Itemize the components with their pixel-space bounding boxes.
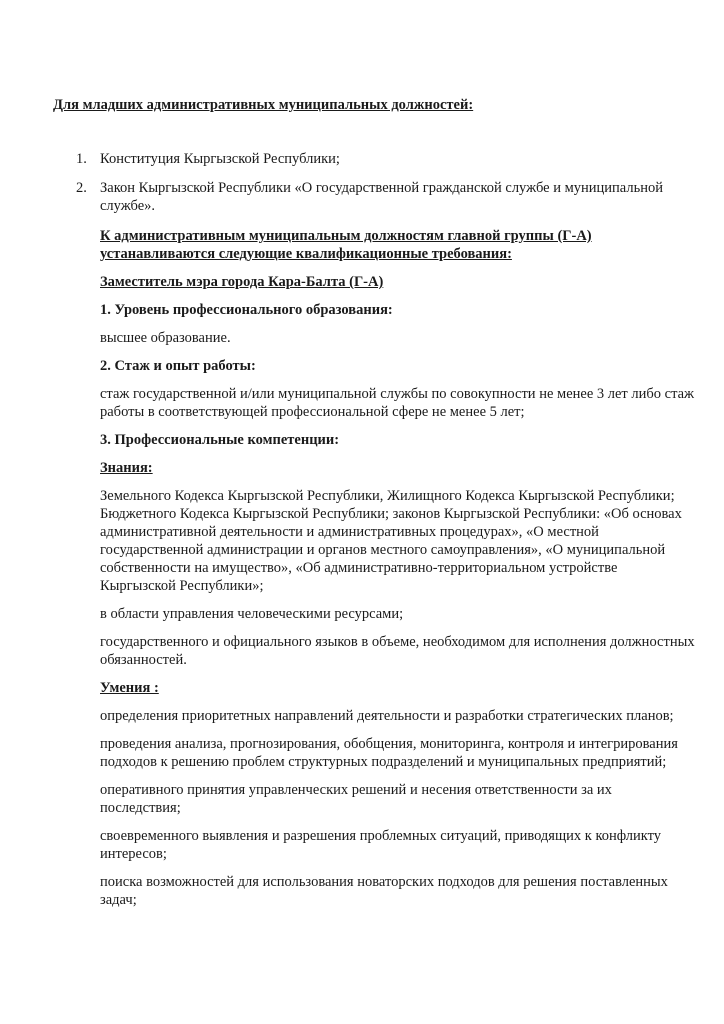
list-item-number: 1. — [76, 151, 87, 167]
list-item — [76, 179, 696, 215]
skill-item: поиска возможностей для использования новаторских подходов для решения поставленных задач; — [100, 874, 668, 908]
experience-text: стаж государственной и/или муниципальной службы по совокупности не менее 3 лет либо стаж работы в соответствующей профессиональной сфере не менее 5 лет; — [100, 386, 695, 420]
knowledge-item: в области управления человеческими ресурсами; — [100, 606, 404, 622]
skill-item: проведения анализа, прогнозирования, обобщения, мониторинга, контроля и интегрирования подходов к решению проблем структурных подразделений и муниципальных предприятий; — [100, 736, 678, 770]
education-heading: 1. Уровень профессионального образования: — [100, 302, 393, 318]
position-title: Заместитель мэра города Кара-Балта (Г-А) — [100, 274, 384, 290]
education-text: высшее образование. — [100, 330, 231, 346]
junior-positions-heading: Для младших административных муниципальных должностей: — [53, 97, 474, 113]
competencies-heading: 3. Профессиональные компетенции: — [100, 432, 340, 448]
legal-list — [76, 150, 696, 226]
skill-item: определения приоритетных направлений деятельности и разработки стратегических планов; — [100, 708, 674, 724]
knowledge-heading: Знания: — [100, 460, 153, 476]
experience-heading: 2. Стаж и опыт работы: — [100, 358, 256, 374]
knowledge-item: Земельного Кодекса Кыргызской Республики, Жилищного Кодекса Кыргызской Республики; Бюджетного Кодекса Кыргызской Республики; законов Кыргызской Республики: «Об основах административной деятельности и административных процедурах», «О местной государственной администрации и органов местного самоуправления», «О муниципальной собственности на имущество», «Об административно-территориальном устройстве Кыргызской Республики»; — [100, 488, 682, 594]
list-item — [76, 150, 696, 168]
skill-item: своевременного выявления и разрешения проблемных ситуаций, приводящих к конфликту интересов; — [100, 828, 662, 862]
skill-item: оперативного принятия управленческих решений и несения ответственности за их последствия; — [100, 782, 612, 816]
section-heading: К административным муниципальным должностям главной группы (Г-А) устанавливаются следующие квалификационные требования: — [100, 228, 592, 262]
requirements-block — [100, 227, 696, 919]
list-item-number: 2. — [76, 180, 87, 196]
knowledge-item: государственного и официального языков в объеме, необходимом для исполнения должностных обязанностей. — [100, 634, 695, 668]
list-item-text: Закон Кыргызской Республики «О государственной гражданской службе и муниципальной службе». — [100, 180, 663, 214]
skills-heading: Умения : — [100, 680, 159, 696]
list-item-text: Конституция Кыргызской Республики; — [100, 151, 340, 167]
